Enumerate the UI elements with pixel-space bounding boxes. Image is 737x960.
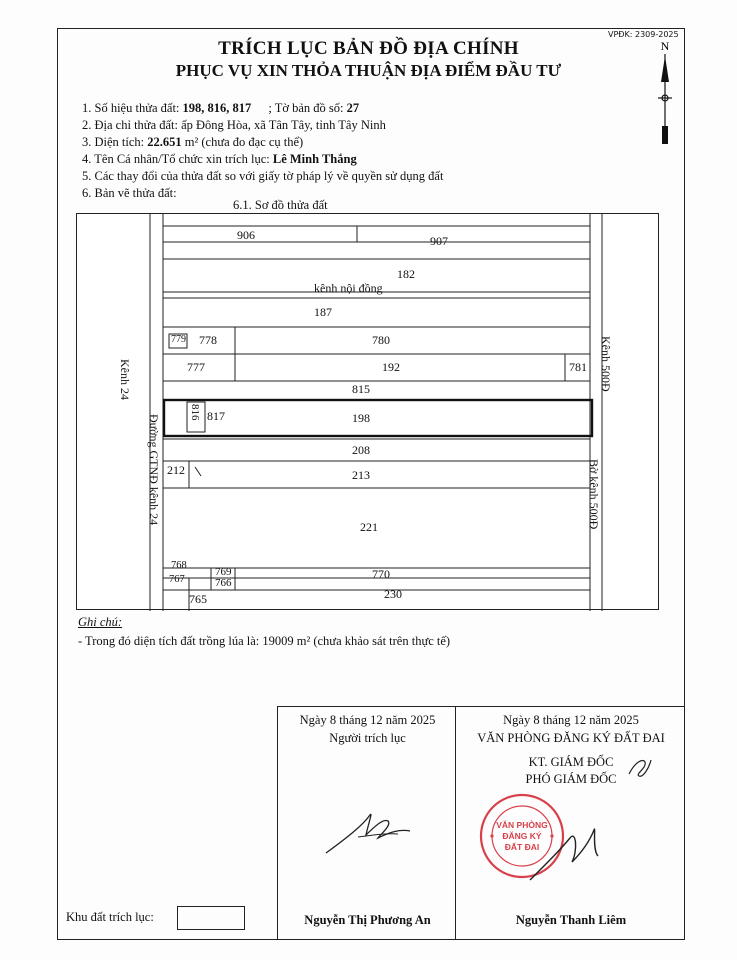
svg-text:ĐẤT ĐAI: ĐẤT ĐAI <box>504 842 540 852</box>
parcel-198: 198 <box>352 411 370 425</box>
extract-area-label: Khu đất trích lục: <box>66 910 154 924</box>
parcel-777: 777 <box>187 360 205 374</box>
parcel-230: 230 <box>384 587 402 601</box>
svg-text:VĂN PHÒNG: VĂN PHÒNG <box>496 820 548 830</box>
north-arrow-icon <box>650 38 680 148</box>
left-signer-name: Nguyễn Thị Phương An <box>304 913 431 927</box>
parcel-182: 182 <box>397 267 415 281</box>
info-line-3: 3. Diện tích: 22.651 m² (chưa đo đạc cụ thể) <box>82 135 304 149</box>
parcel-area: 22.651 <box>147 135 182 149</box>
reference-code: VPĐK: 2309-2025 <box>608 30 679 39</box>
right-signer-name: Nguyễn Thanh Liêm <box>515 913 627 927</box>
right-role-2: PHÓ GIÁM ĐỐC <box>525 772 617 786</box>
parcel-815: 815 <box>352 382 370 396</box>
parcel-212: 212 <box>167 463 185 477</box>
left-role: Người trích lục <box>329 731 406 745</box>
canal-bank-label: Bờ kênh 500Đ <box>587 459 601 530</box>
left-signature-image <box>318 805 418 860</box>
applicant-name: Lê Minh Thắng <box>272 152 357 166</box>
road-kenh-24: Kênh 24 <box>118 359 132 400</box>
info-line-6: 6. Bản vẽ thửa đất: <box>82 186 177 200</box>
parcel-907: 907 <box>430 234 448 248</box>
right-organization: VĂN PHÒNG ĐĂNG KÝ ĐẤT ĐAI <box>477 731 665 745</box>
parcel-779: 779 <box>171 334 186 345</box>
map-section-title: 6.1. Sơ đồ thửa đất <box>233 198 328 212</box>
parcel-769: 769 <box>215 566 232 578</box>
initial-mark-image <box>625 752 655 782</box>
extract-area-box <box>177 906 245 930</box>
cadastral-map <box>76 213 659 610</box>
parcel-187: 187 <box>314 305 332 319</box>
parcel-numbers: 198, 816, 817 <box>182 101 252 115</box>
document-subtitle: PHỤC VỤ XIN THỎA THUẬN ĐỊA ĐIỂM ĐẦU TƯ <box>175 61 562 80</box>
canal-kenh-500d: Kênh 500Đ <box>599 336 613 392</box>
parcel-817: 817 <box>207 409 225 423</box>
parcel-768: 768 <box>171 560 187 571</box>
right-date: Ngày 8 tháng 12 năm 2025 <box>503 713 639 727</box>
parcel-767: 767 <box>169 574 185 585</box>
parcel-208: 208 <box>352 443 370 457</box>
right-role-1: KT. GIÁM ĐỐC <box>528 755 614 769</box>
svg-text:ĐĂNG KÝ: ĐĂNG KÝ <box>502 831 542 841</box>
parcel-213: 213 <box>352 468 370 482</box>
parcel-906: 906 <box>237 228 255 242</box>
parcel-781: 781 <box>569 360 587 374</box>
north-label: N <box>660 39 670 53</box>
parcel-816: 816 <box>189 404 201 421</box>
document-title: TRÍCH LỤC BẢN ĐỒ ĐỊA CHÍNH <box>218 38 519 59</box>
parcel-780: 780 <box>372 333 390 347</box>
parcel-765: 765 <box>189 592 207 606</box>
right-signature-image <box>520 810 610 885</box>
info-line-4: 4. Tên Cá nhân/Tổ chức xin trích lục: Lê Minh Thắng <box>82 152 357 166</box>
map-sheet-number: 27 <box>346 101 360 115</box>
target-parcel-outline <box>164 400 592 436</box>
left-date: Ngày 8 tháng 12 năm 2025 <box>299 713 436 727</box>
parcel-address: ấp Đông Hòa, xã Tân Tây, tỉnh Tây Ninh <box>181 118 386 132</box>
info-line-2: 2. Địa chỉ thửa đất: ấp Đông Hòa, xã Tân Tây, tỉnh Tây Ninh <box>82 118 386 132</box>
parcel-770: 770 <box>372 567 390 581</box>
notes-line-1: - Trong đó diện tích đất trồng lúa là: 19009 m² (chưa khảo sát trên thực tế) <box>78 634 451 648</box>
info-line-1: 1. Số hiệu thửa đất: 198, 816, 817 ; Tờ bản đồ số: 27 <box>82 101 360 115</box>
info-line-5: 5. Các thay đổi của thửa đất so với giấy tờ pháp lý về quyền sử dụng đất <box>82 169 444 183</box>
parcel-192: 192 <box>382 360 400 374</box>
parcel-766: 766 <box>215 577 232 589</box>
parcel-221: 221 <box>360 520 378 534</box>
road-duong-gtnd: Đường GTNĐ kênh 24 <box>147 414 161 526</box>
canal-inner-label: kênh nội đồng <box>314 281 383 295</box>
parcel-778: 778 <box>199 333 217 347</box>
notes-heading: Ghi chú: <box>78 615 123 629</box>
